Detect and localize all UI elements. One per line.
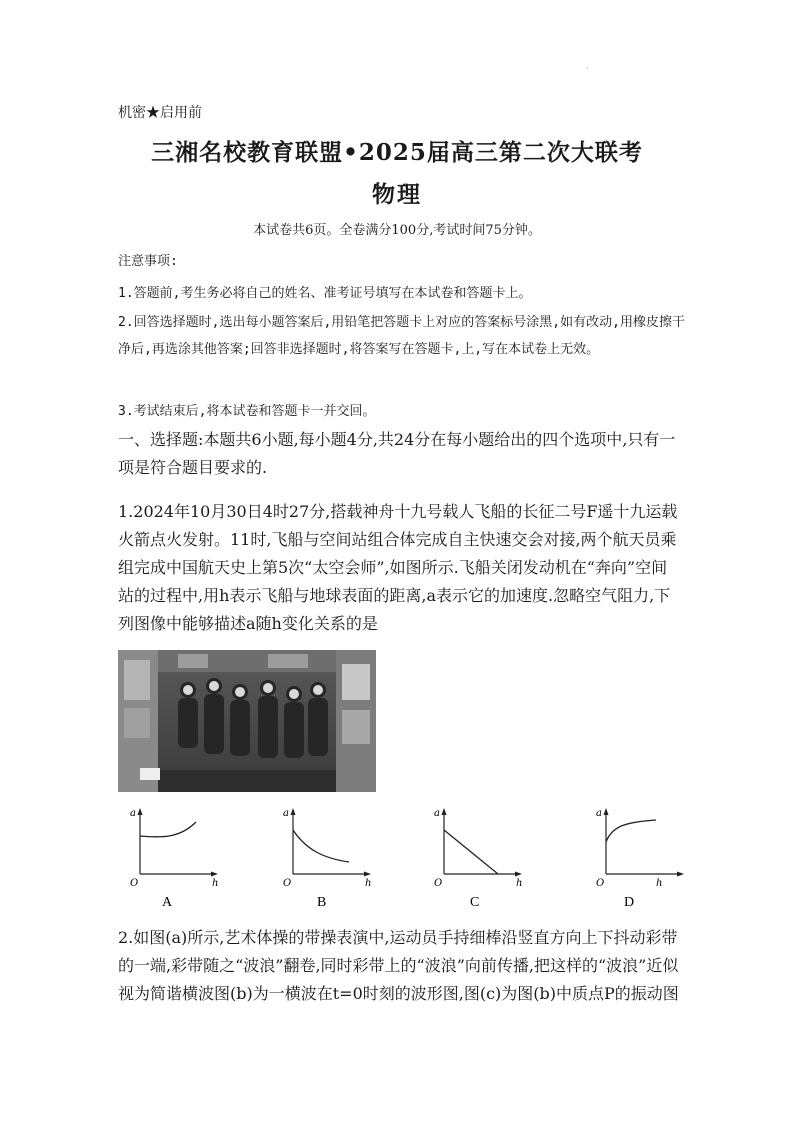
origin-label: O bbox=[434, 878, 443, 889]
graph-option-a bbox=[128, 806, 220, 914]
origin-label: O bbox=[596, 878, 605, 889]
confidential-label: 机密★启用前 bbox=[118, 105, 202, 121]
axis-h-label: h bbox=[516, 878, 523, 889]
axis-h-label: h bbox=[212, 878, 219, 889]
subject-title: 物理 bbox=[372, 181, 422, 208]
scan-dot: · bbox=[586, 64, 589, 73]
axis-a-label: a bbox=[596, 808, 602, 819]
option-label: A bbox=[162, 895, 173, 910]
axis-h-label: h bbox=[656, 878, 663, 889]
graph-option-d bbox=[594, 806, 686, 914]
exam-title: 三湘名校教育联盟•2025届高三第二次大联考 bbox=[151, 139, 643, 166]
question-1-text: 1.2024年10月30日4时27分,搭载神舟十九号载人飞船的长征二号F遥十九运载火箭点火发射。11时,飞船与空间站组合体完成自主快速交会对接,两个航天员乘组完成中国航天史上第5次“太空会师”,如图所示.飞船关闭发动机在“奔向”空间站的过程中,用h表示飞船与地球表面的距离,a表示它的加速度.忽略空气阻力,下列图像中能够描述a随h变化关系的是 bbox=[118, 502, 678, 633]
axis-a-label: a bbox=[283, 808, 289, 819]
option-label: B bbox=[317, 895, 327, 910]
option-label: D bbox=[624, 895, 635, 910]
question-2-text: 2.如图(a)所示,艺术体操的带操表演中,运动员手持细棒沿竖直方向上下抖动彩带的一端,彩带随之“波浪”翻卷,同时彩带上的“波浪”向前传播,把这样的“波浪”近似视为简谐横波图(b)为一横波在t=0时刻的波形图,图(c)为图(b)中质点P的振动图 bbox=[118, 928, 679, 1003]
note-item-2: 2.回答选择题时,选出每小题答案后,用铅笔把答题卡上对应的答案标号涂黑,如有改动,用橡皮擦干净后,再选涂其他答案;回答非选择题时,将答案写在答题卡,上,写在本试卷上无效。 bbox=[118, 315, 685, 357]
note-item-3: 3.考试结束后,将本试卷和答题卡一并交回。 bbox=[118, 404, 376, 419]
option-label: C bbox=[470, 895, 480, 910]
origin-label: O bbox=[130, 878, 139, 889]
graph-option-c bbox=[432, 806, 524, 914]
axis-a-label: a bbox=[434, 808, 440, 819]
exam-info: 本试卷共6页。全卷满分100分,考试时间75分钟。 bbox=[253, 223, 541, 238]
axis-a-label: a bbox=[130, 808, 136, 819]
graph-option-b bbox=[281, 806, 373, 914]
axis-h-label: h bbox=[365, 878, 372, 889]
section-heading: 一、选择题:本题共6小题,每小题4分,共24分在每小题给出的四个选项中,只有一项是符合题目要求的. bbox=[118, 430, 676, 477]
origin-label: O bbox=[283, 878, 292, 889]
astronaut-photo bbox=[118, 650, 376, 792]
note-item-1: 1.答题前,考生务必将自己的姓名、准考证号填写在本试卷和答题卡上。 bbox=[118, 286, 532, 301]
notes-heading: 注意事项: bbox=[118, 254, 178, 269]
